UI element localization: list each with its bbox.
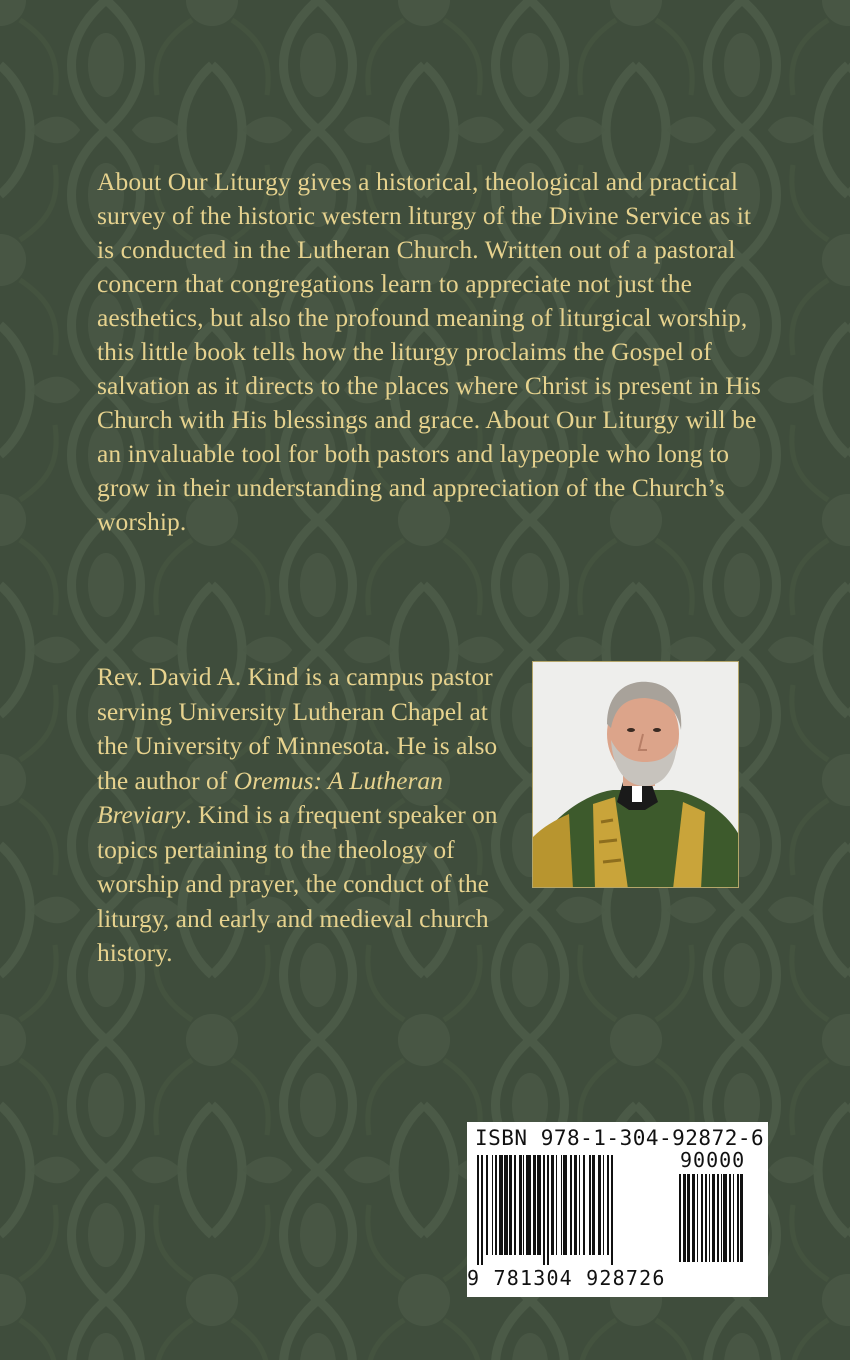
- barcode-bar: [574, 1155, 577, 1255]
- barcode-bar: [709, 1174, 710, 1262]
- barcode-bar: [705, 1174, 707, 1262]
- barcode-bar: [740, 1174, 743, 1262]
- barcode-bar: [683, 1174, 686, 1262]
- barcode-bar: [721, 1174, 722, 1262]
- author-book-title: Oremus: A Lutheran Breviary: [97, 765, 443, 829]
- barcode-bar: [537, 1155, 541, 1255]
- barcode-bar: [495, 1155, 497, 1255]
- isbn-label: ISBN 978-1-304-92872-6: [475, 1126, 765, 1150]
- barcode-bar: [583, 1155, 585, 1255]
- barcode-bar: [701, 1174, 703, 1262]
- isbn-barcode: [467, 1122, 768, 1297]
- barcode-bar: [533, 1155, 536, 1255]
- barcode-bar: [733, 1174, 734, 1262]
- barcode-bar: [697, 1174, 698, 1262]
- barcode-bar: [551, 1155, 554, 1255]
- author-photo: [532, 661, 739, 888]
- barcode-bar: [598, 1155, 601, 1255]
- ean-digits: 9 781304 928726: [467, 1266, 666, 1290]
- barcode-bar: [492, 1155, 493, 1255]
- author-portrait-illustration: [533, 662, 739, 888]
- barcode-bar: [523, 1155, 524, 1255]
- barcode-bar: [603, 1155, 604, 1255]
- barcode-bar: [481, 1155, 483, 1265]
- barcode-bar: [723, 1174, 727, 1262]
- barcode-bar: [504, 1155, 508, 1255]
- barcode-bar: [717, 1174, 719, 1262]
- ean-barcode-bars: [477, 1155, 673, 1267]
- barcode-bar: [547, 1155, 549, 1265]
- barcode-bar: [514, 1155, 516, 1255]
- barcode-bar: [592, 1155, 595, 1255]
- barcode-bar: [729, 1174, 731, 1262]
- barcode-bar: [477, 1155, 479, 1265]
- barcode-bar: [679, 1174, 681, 1262]
- barcode-bar: [589, 1155, 591, 1255]
- barcode-bar: [526, 1155, 531, 1255]
- barcode-bar: [563, 1155, 567, 1255]
- barcode-bar: [543, 1155, 545, 1265]
- author-bio: [97, 660, 517, 971]
- author-bio-text-2: . Kind is a frequent speaker on topics pertaining to the theology of worship and prayer, the conduct of the liturgy, and early and medieval church history.: [97, 800, 498, 967]
- barcode-bar: [611, 1155, 613, 1265]
- barcode-bar: [556, 1155, 557, 1255]
- barcode-bar: [692, 1174, 695, 1262]
- barcode-bar: [519, 1155, 522, 1255]
- barcode-bar: [570, 1155, 572, 1255]
- addon-barcode-bars: [679, 1174, 761, 1266]
- barcode-bar: [712, 1174, 715, 1262]
- price-code: 90000: [680, 1148, 746, 1172]
- barcode-bar: [737, 1174, 739, 1262]
- barcode-bar: [509, 1155, 512, 1255]
- book-description: About Our Liturgy gives a historical, theological and practical survey of the historic western liturgy of the Divine Service as it is conducted in the Lutheran Church. Written out of a pastoral concern that congregations learn to appreciate not just the aesthetics, but also the profound meaning of liturgical worship, this little book tells how the liturgy proclaims the Gospel of salvation as it directs to the places where Christ is present in His Church with His blessings and grace. About Our Liturgy will be an invaluable tool for both pastors and laypeople who long to grow in their understanding and appreciation of the Church’s worship.: [97, 167, 761, 536]
- barcode-bar: [579, 1155, 580, 1255]
- author-bio-text-1: Rev. David A. Kind is a campus pastor serving University Lutheran Chapel at the University of Minnesota. He is also the author of: [97, 662, 498, 795]
- barcode-bar: [499, 1155, 503, 1255]
- barcode-bar: [561, 1155, 562, 1255]
- barcode-bar: [486, 1155, 488, 1255]
- barcode-bar: [687, 1174, 690, 1262]
- barcode-bar: [607, 1155, 609, 1255]
